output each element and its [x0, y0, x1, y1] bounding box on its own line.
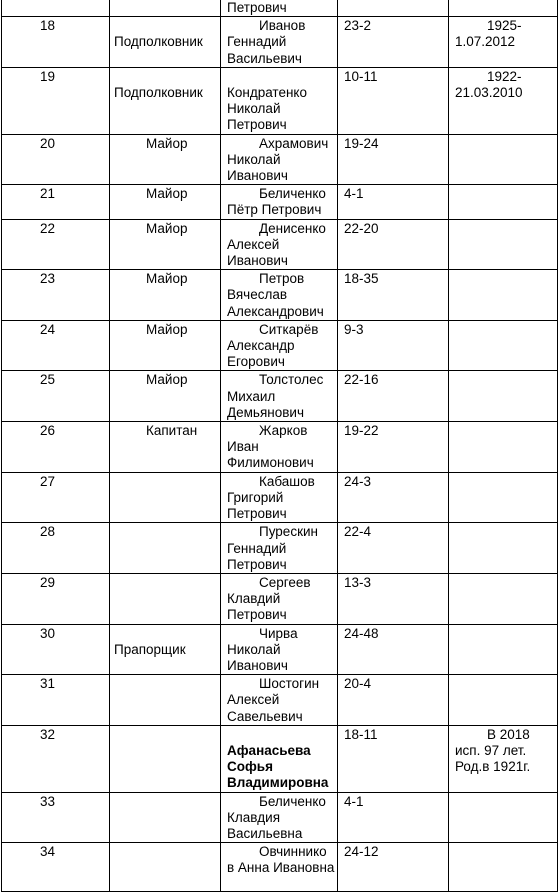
- cell-number: 33: [2, 792, 110, 843]
- cell-name: Иванов Геннадий Васильевич: [221, 17, 338, 68]
- cell-rank: [110, 843, 221, 892]
- cell-name: Пурескин Геннадий Петрович: [221, 523, 338, 574]
- cell-grave: 22-16: [338, 371, 449, 422]
- table-row: [2, 320, 558, 371]
- cell-note: [449, 523, 558, 574]
- cell-grave: 18-11: [338, 725, 449, 792]
- table-row: [2, 219, 558, 270]
- cell-name: Петров Вячеслав Александрович: [221, 270, 338, 321]
- cell-number: 22: [2, 219, 110, 270]
- table-row: [2, 792, 558, 843]
- cell-name: Сергеев Клавдий Петрович: [221, 573, 338, 624]
- cell-note: [449, 792, 558, 843]
- cell-number: 30: [2, 624, 110, 675]
- cell-number: 34: [2, 843, 110, 892]
- cell-note: [449, 624, 558, 675]
- cell-note: [449, 185, 558, 219]
- cell-name: Денисенко Алексей Иванович: [221, 219, 338, 270]
- cell-rank: [110, 725, 221, 792]
- cell-note: [449, 270, 558, 321]
- cell-number: 19: [2, 67, 110, 134]
- cell-grave: 22-4: [338, 523, 449, 574]
- cell-rank: Майор: [110, 134, 221, 185]
- cell-grave: 22-20: [338, 219, 449, 270]
- cell-grave: 9-3: [338, 320, 449, 371]
- cell-number: 32: [2, 725, 110, 792]
- cell-name: Толстолес Михаил Демьянович: [221, 371, 338, 422]
- cell-name: Кондратенко Николай Петрович: [221, 67, 338, 134]
- table-row: [2, 472, 558, 523]
- cell-grave: 4-1: [338, 792, 449, 843]
- cell-note: [449, 320, 558, 371]
- cell-rank: [110, 792, 221, 843]
- name-fragment: Петрович: [221, 0, 338, 17]
- cell-note: [449, 219, 558, 270]
- cell-number: 27: [2, 472, 110, 523]
- cell-rank: Капитан: [110, 422, 221, 473]
- table-row: [2, 270, 558, 321]
- table-row: [2, 422, 558, 473]
- cell-grave: 24-12: [338, 843, 449, 892]
- cell-note: [449, 371, 558, 422]
- cell-name: Ахрамович Николай Иванович: [221, 134, 338, 185]
- cell-note: [449, 472, 558, 523]
- table-row: [2, 675, 558, 726]
- cell-number: 31: [2, 675, 110, 726]
- cell-name: Кабашов Григорий Петрович: [221, 472, 338, 523]
- table-row: [2, 134, 558, 185]
- cell-note: [449, 422, 558, 473]
- cell-rank: Подполковник: [110, 17, 221, 68]
- cell-number: 25: [2, 371, 110, 422]
- table-row: [2, 185, 558, 219]
- table-row: [2, 523, 558, 574]
- burial-table: [1, 0, 558, 892]
- cell-name: Жарков Иван Филимонович: [221, 422, 338, 473]
- cell-rank: Майор: [110, 185, 221, 219]
- table-row: [2, 573, 558, 624]
- cell-number: 28: [2, 523, 110, 574]
- cell-rank: [110, 472, 221, 523]
- table-row: [2, 371, 558, 422]
- table-row: [2, 67, 558, 134]
- table-row: [2, 624, 558, 675]
- cell-number: 20: [2, 134, 110, 185]
- cell-note: 1922-21.03.2010: [449, 67, 558, 134]
- cell-rank: [110, 523, 221, 574]
- cell-rank: Майор: [110, 371, 221, 422]
- cell-grave: 23-2: [338, 17, 449, 68]
- cell-rank: Подполковник: [110, 67, 221, 134]
- cell-number: 24: [2, 320, 110, 371]
- cell-grave: 19-24: [338, 134, 449, 185]
- cell-note: [449, 134, 558, 185]
- cell-number: 26: [2, 422, 110, 473]
- table-row: [2, 17, 558, 68]
- table-row-fragment: [2, 0, 558, 17]
- table-row: [2, 843, 558, 892]
- cell-grave: 20-4: [338, 675, 449, 726]
- cell-rank: Прапорщик: [110, 624, 221, 675]
- cell-note: [449, 675, 558, 726]
- cell-grave: 4-1: [338, 185, 449, 219]
- cell-number: 29: [2, 573, 110, 624]
- cell-name: Овчиннико в Анна Ивановна: [221, 843, 338, 892]
- cell-number: 23: [2, 270, 110, 321]
- cell-name: Чирва Николай Иванович: [221, 624, 338, 675]
- cell-name: Афанасьева Софья Владимировна: [221, 725, 338, 792]
- cell-rank: [110, 573, 221, 624]
- table-row: [2, 725, 558, 792]
- cell-number: 18: [2, 17, 110, 68]
- cell-rank: [110, 675, 221, 726]
- cell-grave: 24-3: [338, 472, 449, 523]
- cell-rank: Майор: [110, 320, 221, 371]
- cell-grave: 13-3: [338, 573, 449, 624]
- cell-grave: 19-22: [338, 422, 449, 473]
- cell-note: [449, 573, 558, 624]
- cell-name: Беличенко Пётр Петрович: [221, 185, 338, 219]
- cell-grave: 10-11: [338, 67, 449, 134]
- cell-note: [449, 843, 558, 892]
- cell-name: Шостогин Алексей Савельевич: [221, 675, 338, 726]
- cell-note: В 2018 исп. 97 лет. Род.в 1921г.: [449, 725, 558, 792]
- cell-name: Беличенко Клавдия Васильевна: [221, 792, 338, 843]
- cell-name: Ситкарёв Александр Егорович: [221, 320, 338, 371]
- cell-grave: 24-48: [338, 624, 449, 675]
- cell-rank: Майор: [110, 270, 221, 321]
- cell-grave: 18-35: [338, 270, 449, 321]
- cell-number: 21: [2, 185, 110, 219]
- cell-note: 1925-1.07.2012: [449, 17, 558, 68]
- cell-rank: Майор: [110, 219, 221, 270]
